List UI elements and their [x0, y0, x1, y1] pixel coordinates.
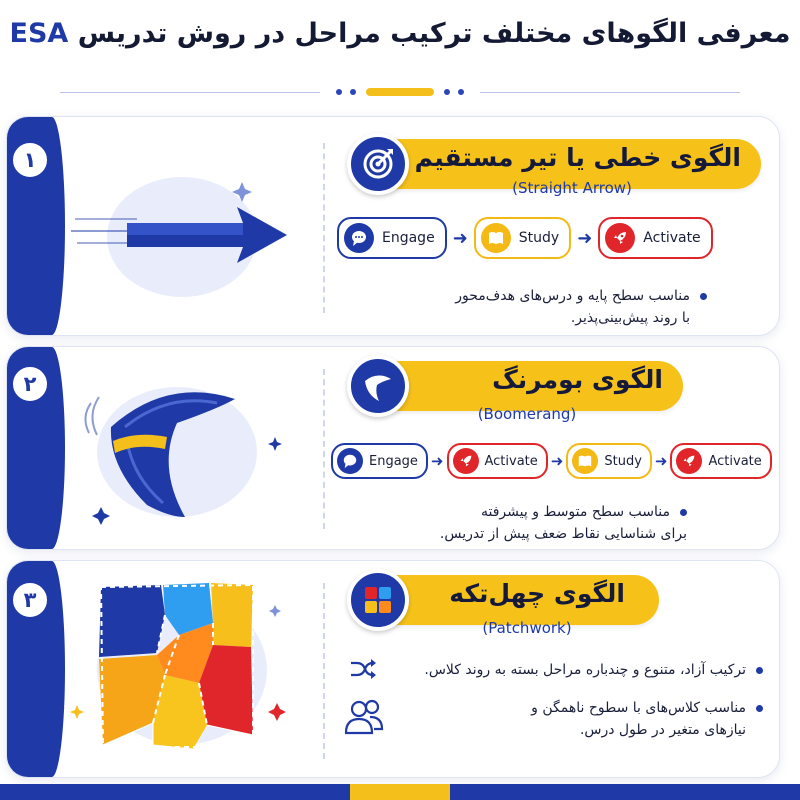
- flow-step-label: Engage: [382, 230, 435, 246]
- boomerang-illustration: [67, 367, 307, 537]
- flow-arrow-icon: ➜: [430, 452, 444, 470]
- card-3-bullet-2: [343, 695, 763, 745]
- footer-bar: [0, 784, 800, 800]
- target-icon: [347, 133, 409, 195]
- card-3-bullet-1: [343, 655, 763, 685]
- bullet-text: [393, 659, 763, 681]
- bullet-text: [393, 697, 763, 741]
- book-icon: [481, 223, 511, 253]
- flow-step-label: Activate: [643, 230, 701, 246]
- card-2-description: [387, 501, 687, 545]
- shuffle-icon: [349, 657, 377, 681]
- bullet-dot: [756, 667, 763, 674]
- card-patchwork: [6, 560, 780, 778]
- chat-icon: [337, 448, 363, 474]
- flow-step-label: Study: [604, 453, 642, 469]
- rocket-icon: [605, 223, 635, 253]
- flow-arrow-icon: ➜: [577, 227, 593, 249]
- card-1-flow: [337, 217, 713, 259]
- card-1-title: الگوی خطی یا تیر مستقیم: [414, 143, 741, 172]
- card-2-subtitle: (Boomerang): [477, 405, 577, 423]
- flow-arrow-icon: ➜: [550, 452, 564, 470]
- book-icon: [572, 448, 598, 474]
- rocket-icon: [453, 448, 479, 474]
- desc-line: ترکیب آزاد، متنوع و چندباره مراحل بسته به روند کلاس.: [424, 662, 746, 678]
- card-straight-arrow: [6, 116, 780, 336]
- card-boomerang: [6, 346, 780, 550]
- desc-line: برای شناسایی نقاط ضعف پیش از تدریس.: [439, 526, 687, 542]
- card-3-title: الگوی چهل‌تکه: [449, 579, 625, 608]
- chat-icon: [344, 223, 374, 253]
- card-number-3: ۳: [10, 580, 50, 620]
- flow-step-study: [474, 217, 571, 259]
- card-2-flow: [331, 443, 772, 479]
- desc-line: مناسب سطح پایه و درس‌های هدف‌محور: [455, 288, 690, 304]
- patchwork-illustration: [67, 575, 307, 761]
- bullet-dot: [700, 293, 707, 300]
- title-decoration: [60, 86, 740, 100]
- patchwork-icon: [347, 569, 409, 631]
- flow-step-activate: [447, 443, 548, 479]
- flow-step-study: [566, 443, 652, 479]
- page-title-accent: ESA: [9, 18, 69, 49]
- boomerang-icon: [347, 355, 409, 417]
- desc-line: مناسب سطح متوسط و پیشرفته: [480, 504, 670, 520]
- flow-step-label: Study: [518, 230, 560, 246]
- card-2-title-pill: [353, 361, 683, 411]
- card-2-title: الگوی بومرنگ: [492, 365, 663, 394]
- card-3-title-pill: [353, 575, 659, 625]
- flow-step-engage: [337, 217, 447, 259]
- flow-step-engage: [331, 443, 428, 479]
- straight-arrow-illustration: [67, 157, 307, 307]
- desc-line: مناسب کلاس‌های با سطوح ناهمگن و: [531, 700, 746, 716]
- card-3-subtitle: (Patchwork): [482, 619, 572, 637]
- page-title: [0, 18, 800, 49]
- card-number-1: ۱: [10, 140, 50, 180]
- flow-arrow-icon: ➜: [452, 227, 468, 249]
- card-1-subtitle: (Straight Arrow): [512, 179, 632, 197]
- page-title-text: معرفی الگوهای مختلف ترکیب مراحل در روش تدریس: [77, 18, 791, 49]
- card-1-description: [367, 285, 707, 329]
- users-icon: [343, 697, 385, 737]
- flow-step-label: Activate: [708, 453, 762, 469]
- bullet-dot: [756, 705, 763, 712]
- flow-step-activate: [598, 217, 712, 259]
- flow-step-label: Engage: [369, 453, 418, 469]
- flow-step-label: Activate: [484, 453, 538, 469]
- rocket-icon: [676, 448, 702, 474]
- card-number-2: ۲: [10, 364, 50, 404]
- desc-line: با روند پیش‌بینی‌پذیر.: [570, 310, 690, 326]
- desc-line: نیازهای متغیر در طول درس.: [579, 722, 746, 738]
- bullet-dot: [680, 509, 687, 516]
- flow-arrow-icon: ➜: [654, 452, 668, 470]
- flow-step-activate: [670, 443, 771, 479]
